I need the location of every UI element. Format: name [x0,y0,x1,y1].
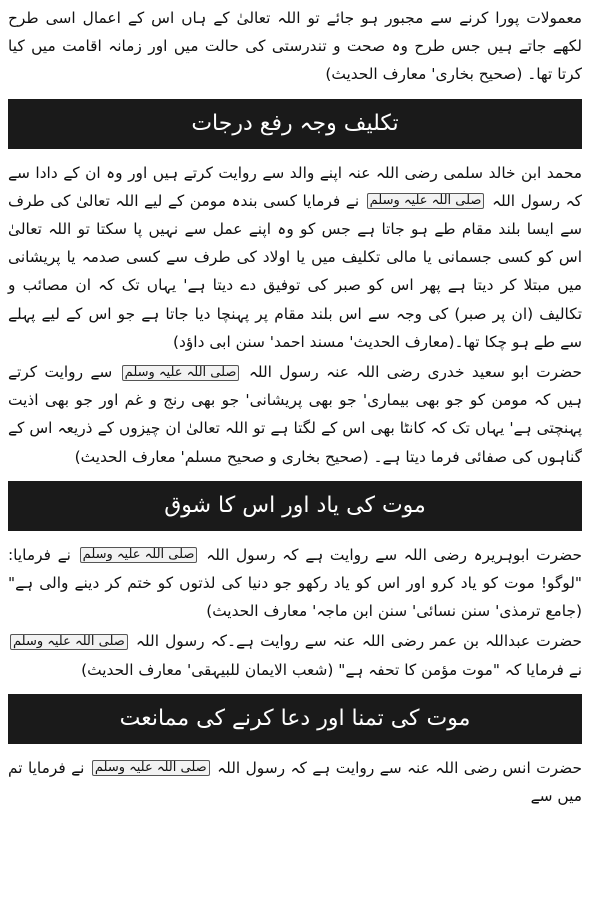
section-heading-text: موت کی تمنا اور دعا کرنے کی ممانعت [119,706,471,732]
section-heading-prohibition-wishing-death [8,694,582,744]
hadith-paragraph [8,541,582,626]
paragraph-text: حضرت ابوہریرہ رضی اللہ سے روایت ہے کہ رسول اللہ [206,545,582,564]
salutation-glyph: صلی اللہ علیہ وسلم [367,193,485,209]
paragraph-text: سے روایت کرتے ہیں کہ مومن کو جو بھی بیماری' جو بھی پریشانی' جو بھی رنج و غم اور جو بھی اذیت پہنچتی ہے' یہاں تک کہ کانٹا بھی اس کے لگتا ہے تو اللہ تعالیٰ ان چیزوں کے ذریعہ اس کے گناہوں کی صفائی فرما دیتا ہے۔ (صحیح بخاری و صحیح مسلم' معارف الحدیث) [8,363,582,466]
paragraph-text: حضرت ابو سعید خدری رضی اللہ عنہ رسول اللہ [248,363,582,382]
section-heading-text: موت کی یاد اور اس کا شوق [164,493,426,519]
paragraph-text: نے فرمایا تم میں سے [8,758,582,806]
salutation-glyph: صلی اللہ علیہ وسلم [80,547,198,563]
section-heading-suffering [8,99,582,149]
paragraph-text: حضرت انس رضی اللہ عنہ سے روایت ہے کہ رسول اللہ [217,758,582,777]
paragraph-text: نے فرمایا: "لوگو! موت کو یاد کرو اور اس کو یاد رکھو جو دنیا کی لذتوں کو ختم کر دینے والی ہے"(جامع ترمذی' سنن نسائی' سنن ابن ماجہ' معارف الحدیث) [8,545,582,621]
hadith-paragraph [8,627,582,683]
paragraph-text: حضرت عبداللہ بن عمر رضی اللہ عنہ سے روایت ہے۔کہ رسول اللہ [135,632,582,651]
paragraph-text: محمد ابن خالد سلمی رضی اللہ عنہ اپنے والد سے روایت کرتے ہیں اور وہ ان کے دادا سے کہ رسول اللہ [8,163,582,210]
salutation-glyph: صلی اللہ علیہ وسلم [92,760,210,776]
hadith-paragraph [8,754,582,810]
section-heading-text: تکلیف وجہ رفع درجات [191,111,399,137]
hadith-paragraph [8,358,582,471]
intro-paragraph: معمولات پورا کرنے سے مجبور ہو جائے تو اللہ تعالیٰ کے ہاں اس کے اعمال اسی طرح لکھے جاتے ہیں جس طرح وہ صحت و تندرستی کی حالت میں اور زمانہ اقامت میں کیا کرتا تھا۔ (صحیح بخاری' معارف الحدیث) [8,9,582,84]
salutation-glyph: صلی اللہ علیہ وسلم [10,634,128,650]
hadith-paragraph [8,159,582,356]
paragraph-text: نے فرمایا کسی بندہ مومن کے لیے اللہ تعالیٰ کی طرف سے ایسا بلند مقام طے ہو جاتا ہے جس کو وہ اپنے عمل سے نہیں پا سکتا تو اللہ تعالیٰ اس کو کسی جسمانی یا مالی تکلیف میں یا اولاد کی طرف سے کسی صدمہ یا پریشانی میں مبتلا کر دیتا ہے پھر اس کو صبر کی توفیق دے دیتا ہے' یہاں تک کہ ان مصائب و تکالیف (ان پر صبر) کی وجہ سے اس بلند مقام پر پہنچا دیا جاتا ہے جو اس کے لیے پہلے سے طے ہو چکا تھا۔(معارف الحدیث' مسند احمد' سنن ابی داؤد) [8,191,582,351]
salutation-glyph: صلی اللہ علیہ وسلم [122,365,240,381]
paragraph-text: نے فرمایا کہ "موت مؤمن کا تحفہ ہے" (شعب الایمان للبیہقی' معارف الحدیث) [81,660,582,679]
section-heading-remembrance-of-death [8,481,582,531]
